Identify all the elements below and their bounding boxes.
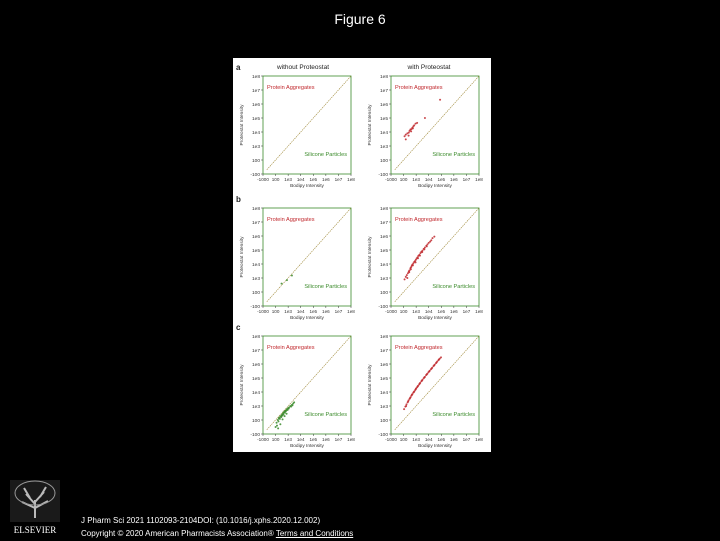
x-tick-label: 1e7 [462,177,471,182]
copyright-line [81,527,353,540]
x-axis-label: Bodipy Intensity [290,316,324,321]
x-tick-label: 100 [271,309,280,314]
x-tick-label: 1e4 [424,437,433,442]
x-tick-label: 1e8 [347,177,355,182]
data-point [419,383,421,385]
column-title: without Proteostat [276,64,330,71]
data-point [286,413,288,415]
y-tick-label: 1e4 [251,262,260,268]
y-tick-label: -100 [378,172,388,178]
data-point [430,239,432,241]
figure-svg [233,58,491,452]
data-point [433,364,435,366]
data-point [276,422,278,424]
data-point [293,401,295,403]
data-point [413,391,415,393]
x-tick-label: -1000 [385,177,397,182]
annotation-silicone-particles: Silicone Particles [304,284,347,290]
data-point [438,358,440,360]
data-point [412,264,414,266]
annotation-silicone-particles: Silicone Particles [432,284,475,290]
x-tick-label: 100 [399,437,408,442]
data-point [426,373,428,375]
slide-title: Figure 6 [334,11,386,27]
x-tick-label: 1e5 [309,177,318,182]
y-tick-label: 1e3 [379,404,388,410]
data-point [410,268,412,270]
x-tick-label: 1e3 [412,309,420,314]
data-point [403,408,405,410]
x-tick-label: -1000 [385,309,397,314]
y-tick-label: 1e8 [251,334,260,340]
data-point [423,248,425,250]
footer [81,514,353,540]
data-point [405,134,407,136]
y-tick-label: 1e7 [251,348,260,354]
x-tick-label: -1000 [257,437,269,442]
data-point [291,275,293,277]
terms-link[interactable]: Terms and Conditions [275,529,354,538]
x-tick-label: 1e6 [450,309,458,314]
y-tick-label: -100 [378,304,388,310]
y-tick-label: 1e8 [251,74,260,80]
y-tick-label: 1e5 [251,116,260,122]
data-point [291,404,293,406]
data-point [440,356,442,358]
data-point [405,405,407,407]
x-tick-label: 1e5 [437,309,446,314]
y-tick-label: 1e6 [379,102,388,108]
data-point [408,135,410,137]
y-tick-label: 1e4 [251,130,260,136]
data-point [275,426,277,428]
data-point [281,283,283,285]
panel-letter: c [236,323,241,332]
data-point [409,397,411,399]
data-point [406,277,408,279]
x-tick-label: 1e7 [334,437,343,442]
x-tick-label: 1e7 [462,309,471,314]
y-tick-label: 1e7 [251,88,260,94]
y-tick-label: 1e7 [379,348,388,354]
data-point [288,408,290,410]
x-tick-label: 1e6 [450,437,458,442]
x-tick-label: 1e4 [424,177,433,182]
data-point [428,370,430,372]
x-tick-label: 1e4 [296,177,305,182]
annotation-protein-aggregates: Protein Aggregates [267,217,315,223]
data-point [417,257,419,259]
x-tick-label: 1e6 [322,309,330,314]
data-point [413,124,415,126]
x-tick-label: 1e4 [296,437,305,442]
y-tick-label: 1e6 [379,234,388,240]
x-tick-label: 1e3 [284,309,292,314]
y-tick-label: 100 [251,418,260,424]
copyright-text: Copyright © 2020 American Pharmacists Association® [81,529,274,538]
annotation-protein-aggregates: Protein Aggregates [395,345,443,351]
y-tick-label: 1e5 [379,248,388,254]
x-tick-label: 1e3 [284,437,292,442]
data-point [279,418,281,420]
data-point [412,127,414,129]
y-tick-label: 1e4 [379,390,388,396]
y-tick-label: 1e8 [251,206,260,212]
x-axis-label: Bodipy Intensity [418,444,452,449]
x-tick-label: -1000 [257,177,269,182]
y-tick-label: 1e6 [251,362,260,368]
y-tick-label: 1e8 [379,74,388,80]
y-axis-label: Proteostat Intensity [240,104,245,146]
data-point [417,385,419,387]
data-point [284,415,286,417]
y-tick-label: 1e5 [379,116,388,122]
data-point [439,99,441,101]
y-tick-label: -100 [250,432,260,438]
annotation-silicone-particles: Silicone Particles [432,152,475,158]
x-axis-label: Bodipy Intensity [418,316,452,321]
panel-letter: b [236,195,241,204]
x-tick-label: -1000 [257,309,269,314]
tree-logo-icon [8,478,62,536]
data-point [424,247,426,249]
y-tick-label: 1e6 [379,362,388,368]
x-tick-label: 100 [271,437,280,442]
data-point [405,138,407,140]
y-tick-label: 1e4 [251,390,260,396]
annotation-silicone-particles: Silicone Particles [432,412,475,418]
x-tick-label: 1e5 [309,309,318,314]
x-tick-label: 1e6 [322,177,330,182]
y-tick-label: 1e3 [379,144,388,150]
y-tick-label: 100 [251,158,260,164]
data-point [410,130,412,132]
x-tick-label: 100 [399,177,408,182]
data-point [436,361,438,363]
data-point [285,410,287,412]
figure-panel [233,58,491,452]
y-tick-label: 1e4 [379,130,388,136]
data-point [279,423,281,425]
y-tick-label: 100 [379,418,388,424]
y-tick-label: 1e8 [379,334,388,340]
data-point [419,255,421,257]
y-tick-label: 1e5 [379,376,388,382]
x-tick-label: 1e5 [437,177,446,182]
y-tick-label: 1e3 [379,276,388,282]
x-tick-label: 1e3 [284,177,292,182]
y-tick-label: -100 [250,172,260,178]
x-tick-label: 1e5 [437,437,446,442]
y-tick-label: -100 [378,432,388,438]
data-point [408,271,410,273]
x-tick-label: -1000 [385,437,397,442]
x-tick-label: 1e4 [296,309,305,314]
data-point [286,279,288,281]
x-tick-label: 1e6 [322,437,330,442]
x-axis-label: Bodipy Intensity [290,444,324,449]
data-point [404,278,406,280]
y-tick-label: 1e3 [251,276,260,282]
data-point [282,418,284,420]
x-tick-label: 1e8 [475,177,483,182]
data-point [406,274,408,276]
x-tick-label: 1e5 [309,437,318,442]
y-tick-label: 1e7 [251,220,260,226]
y-tick-label: 1e3 [251,144,260,150]
y-tick-label: 1e7 [379,220,388,226]
x-tick-label: 1e4 [424,309,433,314]
data-point [426,245,428,247]
y-tick-label: 1e5 [251,248,260,254]
x-tick-label: 1e7 [462,437,471,442]
data-point [408,132,410,134]
y-axis-label: Proteostat Intensity [368,364,373,406]
x-axis-label: Bodipy Intensity [418,184,452,189]
data-point [407,400,409,402]
y-axis-label: Proteostat Intensity [368,104,373,146]
y-axis-label: Proteostat Intensity [240,364,245,406]
annotation-protein-aggregates: Protein Aggregates [267,85,315,91]
data-point [421,251,423,253]
x-tick-label: 1e8 [475,437,483,442]
y-axis-label: Proteostat Intensity [240,236,245,278]
y-tick-label: 1e8 [379,206,388,212]
y-tick-label: 1e5 [251,376,260,382]
citation-text: J Pharm Sci 2021 1102093-2104DOI: (10.1016/j.xphs.2020.12.002) [81,516,321,525]
x-tick-label: 1e8 [347,309,355,314]
data-point [433,236,435,238]
data-point [416,122,418,124]
data-point [276,425,278,427]
data-point [431,237,433,239]
x-tick-label: 100 [271,177,280,182]
x-tick-label: 100 [399,309,408,314]
data-point [424,117,426,119]
svg-text:ELSEVIER: ELSEVIER [13,525,57,535]
y-tick-label: -100 [250,304,260,310]
x-tick-label: 1e3 [412,177,420,182]
elsevier-logo [8,478,62,536]
y-tick-label: 100 [379,158,388,164]
annotation-protein-aggregates: Protein Aggregates [395,85,443,91]
x-tick-label: 1e8 [475,309,483,314]
data-point [415,261,417,263]
data-point [415,388,417,390]
x-tick-label: 1e7 [334,309,343,314]
x-tick-label: 1e7 [334,177,343,182]
y-axis-label: Proteostat Intensity [368,236,373,278]
data-point [431,367,433,369]
y-tick-label: 1e6 [251,234,260,240]
y-tick-label: 1e6 [251,102,260,108]
y-tick-label: 100 [379,290,388,296]
annotation-protein-aggregates: Protein Aggregates [395,217,443,223]
y-tick-label: 100 [251,290,260,296]
y-tick-label: 1e7 [379,88,388,94]
x-tick-label: 1e8 [347,437,355,442]
annotation-silicone-particles: Silicone Particles [304,412,347,418]
x-tick-label: 1e6 [450,177,458,182]
data-point [411,394,413,396]
data-point [421,380,423,382]
data-point [277,427,279,429]
annotation-protein-aggregates: Protein Aggregates [267,345,315,351]
x-tick-label: 1e3 [412,437,420,442]
y-tick-label: 1e4 [379,262,388,268]
data-point [277,420,279,422]
panel-letter: a [236,63,241,72]
y-tick-label: 1e3 [251,404,260,410]
data-point [423,376,425,378]
column-title: with Proteostat [407,64,451,71]
x-axis-label: Bodipy Intensity [290,184,324,189]
annotation-silicone-particles: Silicone Particles [304,152,347,158]
data-point [404,135,406,137]
